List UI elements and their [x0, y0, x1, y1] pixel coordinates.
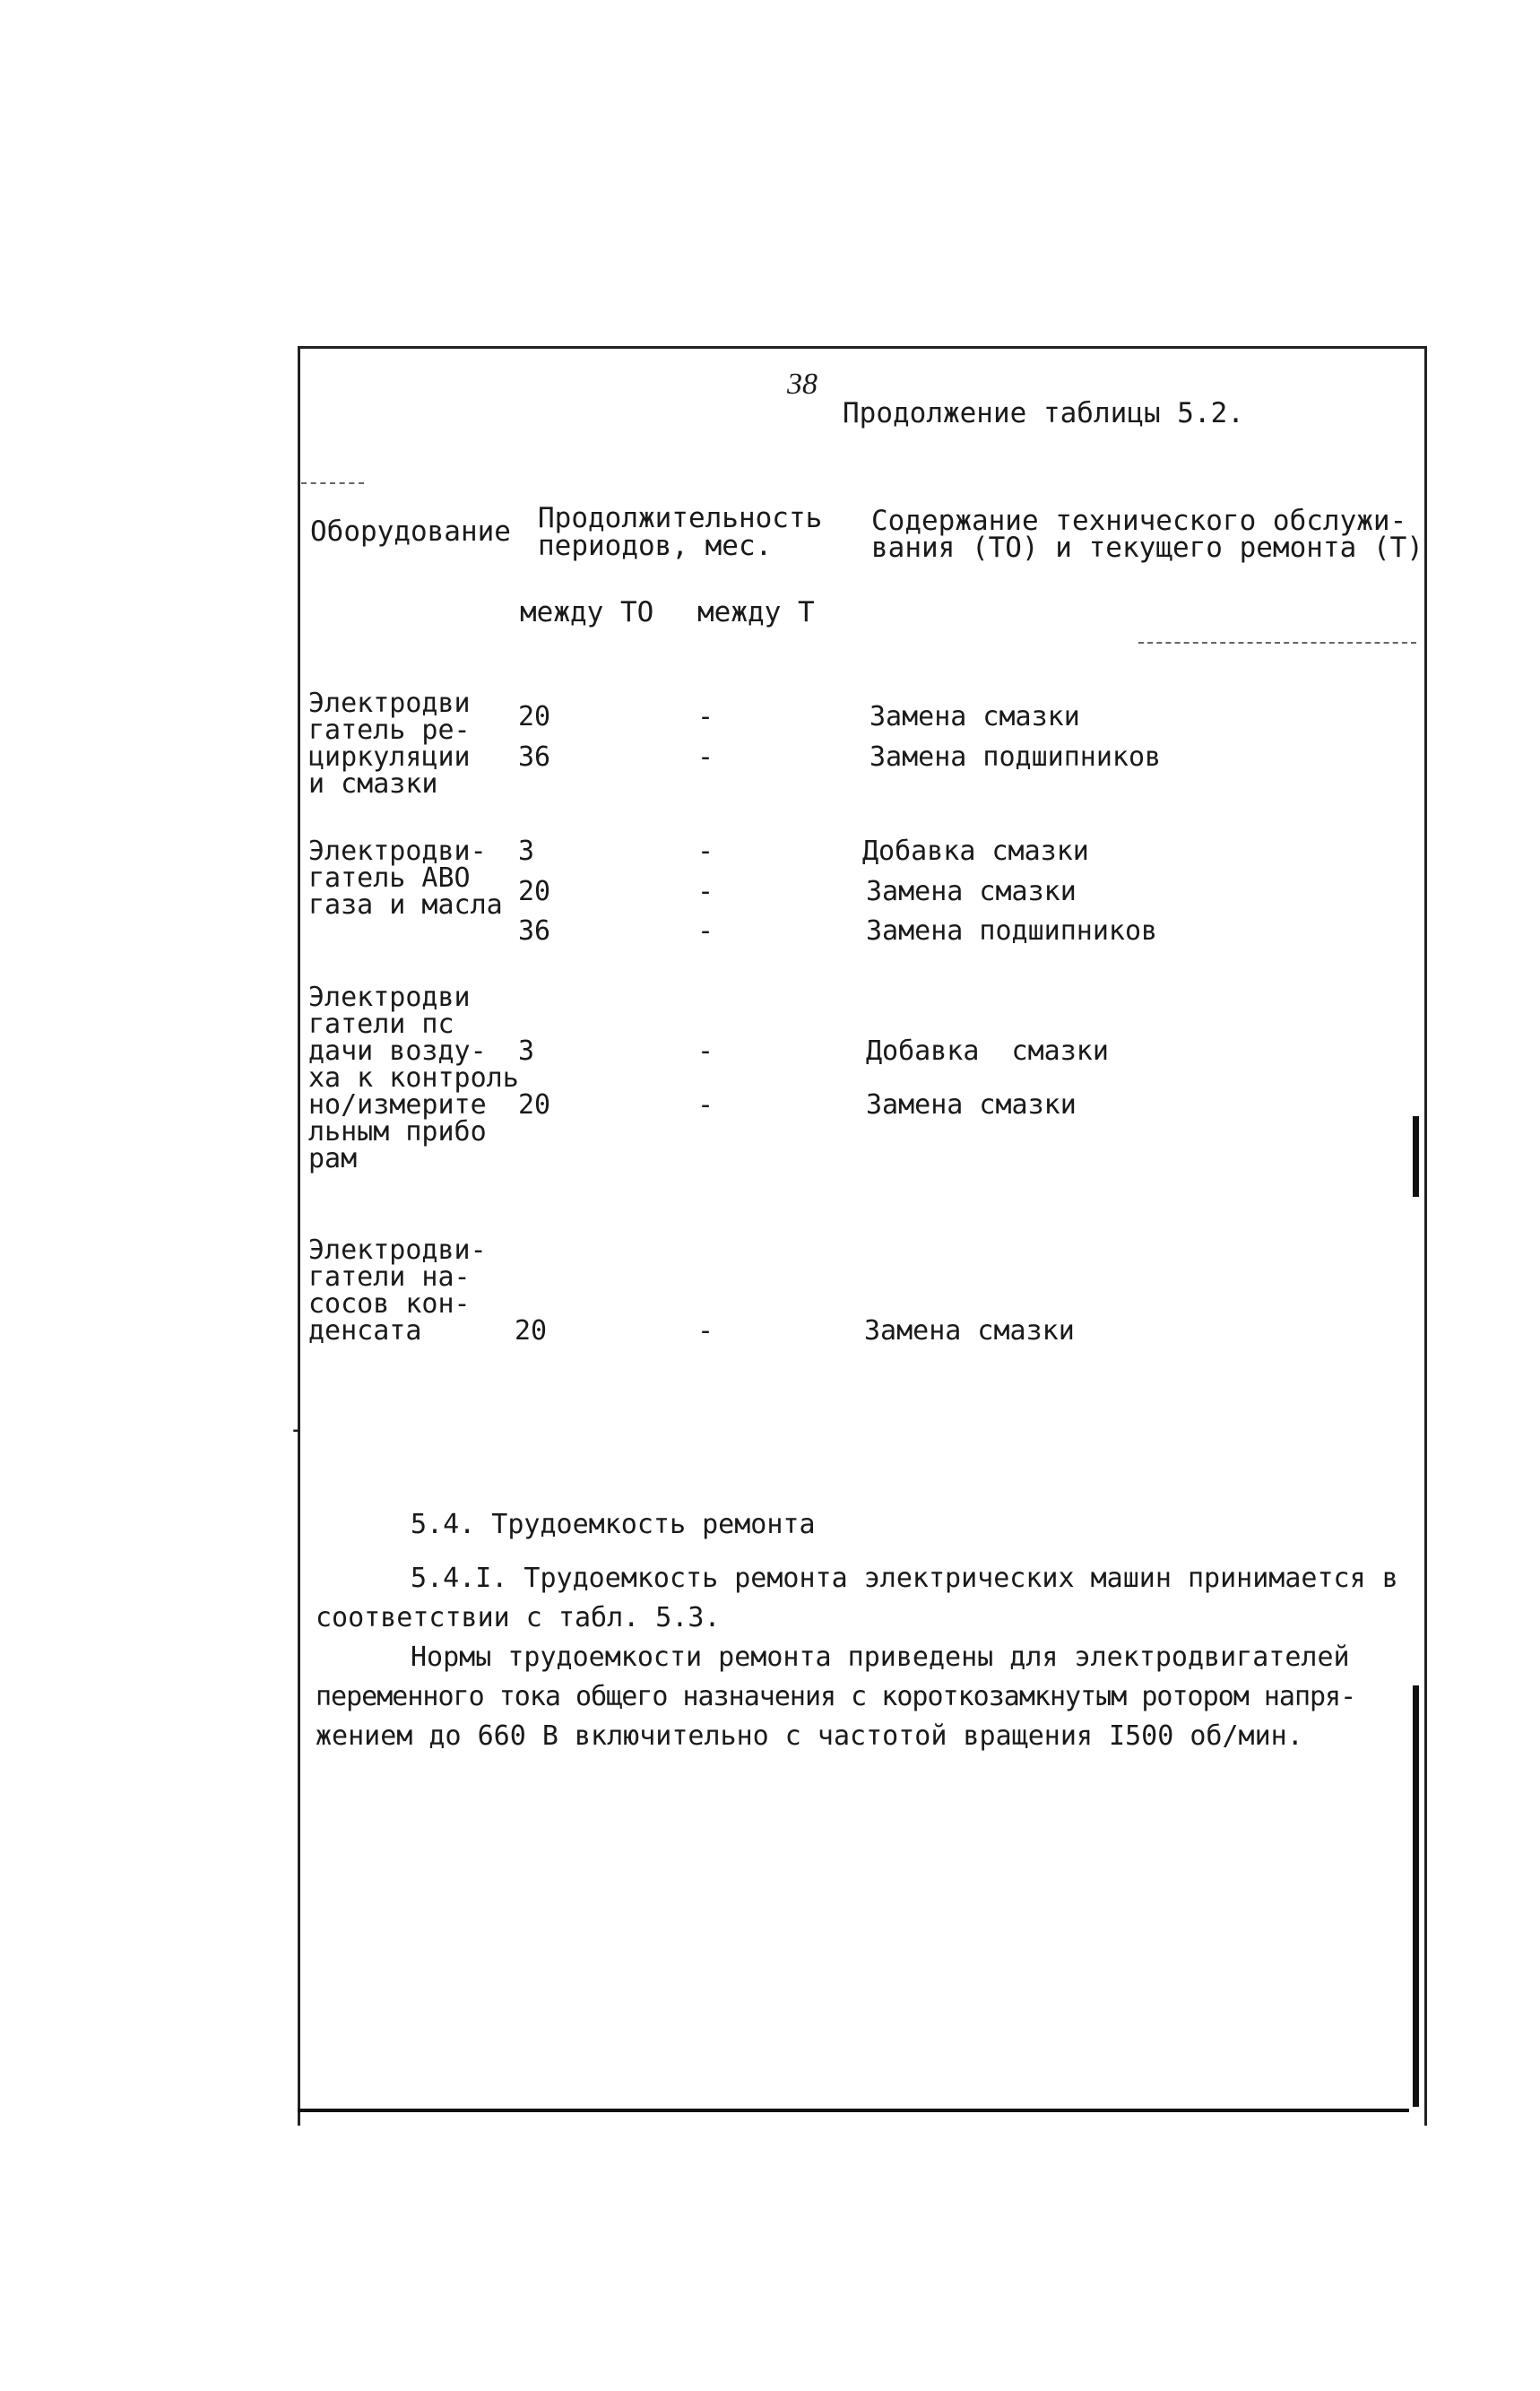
- equipment-line: денсата: [308, 1315, 422, 1347]
- header-content-line2: вания (ТО) и текущего ремонта (Т): [871, 532, 1423, 564]
- equipment-line: циркуляции: [308, 741, 471, 773]
- work-content: Замена смазки: [864, 1315, 1075, 1347]
- margin-mark: -: [289, 1414, 306, 1445]
- equipment-line: рам: [308, 1143, 358, 1174]
- period-t: -: [697, 1035, 714, 1067]
- period-t: -: [697, 876, 714, 907]
- equipment-line: дачи возду-: [308, 1035, 487, 1067]
- period-to: 20: [518, 876, 551, 907]
- equipment-line: Электродви-: [308, 1234, 487, 1266]
- header-equipment: Оборудование: [310, 515, 511, 548]
- continuation-title: Продолжение таблицы 5.2.: [843, 397, 1244, 429]
- body-text-line: переменного тока общего назначения с короткозамкнутым ротором напря-: [316, 1681, 1356, 1712]
- page-number: 38: [787, 368, 818, 401]
- table-top-rule: [301, 482, 364, 484]
- equipment-line: ха к контроль: [308, 1062, 519, 1094]
- equipment-line: сосов кон-: [308, 1288, 471, 1320]
- equipment-line: льным прибо: [308, 1116, 487, 1148]
- period-to: 20: [518, 701, 551, 732]
- body-text-line: соответствии с табл. 5.3.: [316, 1602, 721, 1633]
- body-text-line: Нормы трудоемкости ремонта приведены для электродвигателей: [411, 1642, 1350, 1673]
- header-content-line1: Содержание технического обслужи-: [871, 505, 1407, 537]
- work-content: Добавка смазки: [866, 1035, 1109, 1067]
- work-content: Замена подшипников: [866, 915, 1158, 947]
- work-content: Добавка смазки: [862, 836, 1089, 867]
- header-between-t: между Т: [697, 596, 815, 628]
- work-content: Замена смазки: [869, 701, 1080, 732]
- equipment-line: гатели пс: [308, 1009, 454, 1040]
- period-t: -: [697, 836, 714, 867]
- period-t: -: [697, 1315, 714, 1347]
- equipment-line: но/измерите: [308, 1089, 487, 1121]
- work-content: Замена подшипников: [869, 741, 1162, 773]
- work-content: Замена смазки: [866, 1089, 1077, 1121]
- period-to: 3: [518, 1035, 535, 1067]
- period-to: 36: [518, 915, 551, 947]
- body-text-line: жением до 660 В включительно с частотой вращения I500 об/мин.: [316, 1720, 1303, 1752]
- period-to: 3: [518, 836, 535, 867]
- equipment-line: гатели на-: [308, 1261, 471, 1293]
- section-heading: 5.4. Трудоемкость ремонта: [411, 1509, 816, 1540]
- work-content: Замена смазки: [866, 876, 1077, 907]
- period-to: 36: [518, 741, 551, 773]
- period-t: -: [697, 741, 714, 773]
- frame-bottom-line: [298, 2109, 1409, 2112]
- equipment-line: и смазки: [308, 768, 438, 800]
- equipment-line: Электродви: [308, 982, 471, 1013]
- equipment-line: газа и масла: [308, 889, 503, 921]
- period-t: -: [697, 701, 714, 732]
- body-text-line: 5.4.I. Трудоемкость ремонта электрических машин принимается в: [411, 1563, 1398, 1594]
- equipment-line: гатель АВО: [308, 862, 471, 894]
- period-to: 20: [515, 1315, 548, 1347]
- scan-edge-mark: [1413, 1685, 1419, 2107]
- equipment-line: гатель ре-: [308, 715, 471, 746]
- header-duration-line1: Продолжительность: [538, 502, 823, 534]
- header-between-to: между ТО: [520, 596, 654, 628]
- header-duration-line2: периодов, мес.: [538, 530, 773, 562]
- period-t: -: [697, 1089, 714, 1121]
- equipment-line: Электродви-: [308, 836, 487, 867]
- period-t: -: [697, 915, 714, 947]
- equipment-line: Электродви: [308, 688, 471, 719]
- period-to: 20: [518, 1089, 551, 1121]
- header-bottom-rule: [1138, 642, 1416, 644]
- scan-edge-mark: [1413, 1116, 1419, 1197]
